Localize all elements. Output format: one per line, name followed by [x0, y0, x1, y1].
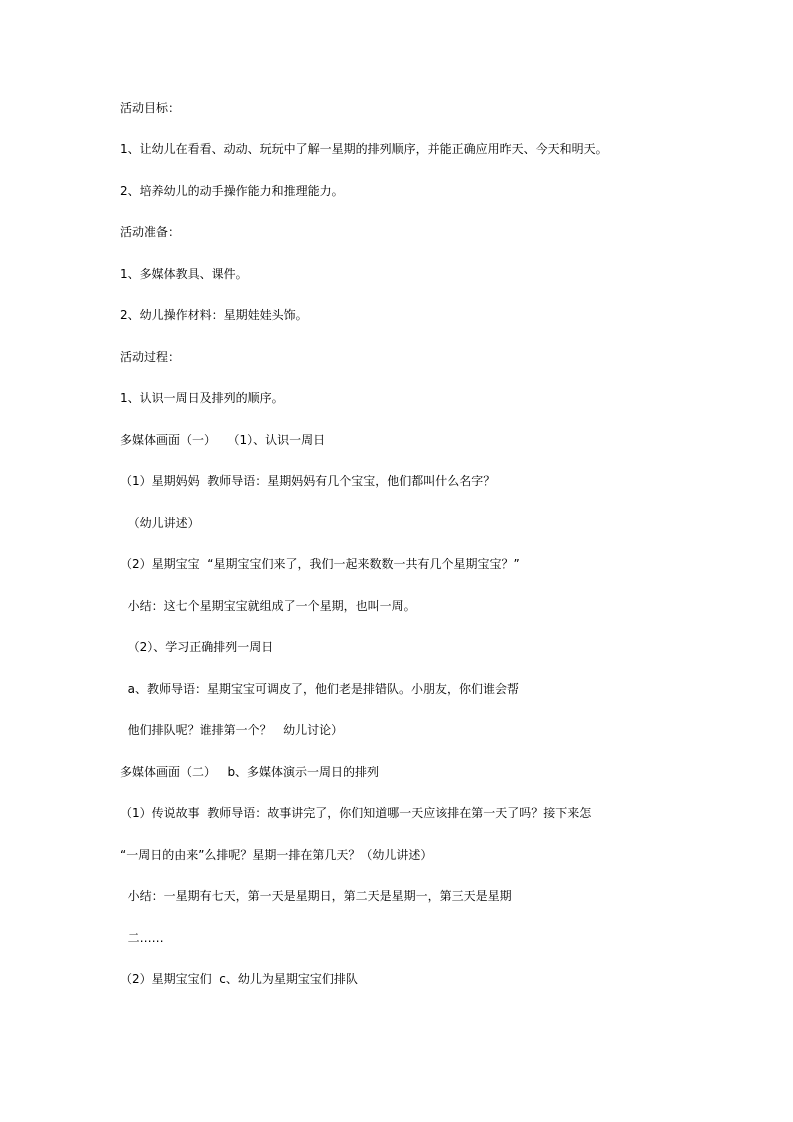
- goal-item-1: 1、让幼儿在看看、动动、玩玩中了解一星期的排列顺序，并能正确应用昨天、今天和明天。: [120, 142, 608, 156]
- summary-line: 小结：这七个星期宝宝就组成了一个星期，也叫一周。: [120, 599, 416, 613]
- body-line: “一周日的由来”么排呢？星期一排在第几天？（幼儿讲述）: [120, 848, 433, 862]
- body-line: （1）传说故事 教师导语：故事讲完了，你们知道哪一天应该排在第一天了吗？接下来怎: [120, 806, 592, 820]
- preparation-item-2: 2、幼儿操作材料：星期娃娃头饰。: [120, 308, 308, 322]
- preparation-item-1: 1、多媒体教具、课件。: [120, 267, 248, 281]
- goal-item-2: 2、培养幼儿的动手操作能力和推理能力。: [120, 184, 344, 198]
- body-line: 他们排队呢？谁排第一个？ 幼儿讨论）: [120, 723, 344, 737]
- summary-line: 小结：一星期有七天，第一天是星期日，第二天是星期一，第三天是星期: [120, 889, 512, 903]
- process-step-1: 1、认识一周日及排列的顺序。: [120, 391, 284, 405]
- body-line: （2）星期宝宝们 c、幼儿为星期宝宝们排队: [120, 972, 358, 986]
- body-line: （2）星期宝宝 “星期宝宝们来了，我们一起来数数一共有几个星期宝宝？”: [120, 557, 520, 571]
- section-heading-preparation: 活动准备：: [120, 225, 181, 239]
- multimedia-screen-1: 多媒体画面（一） （1）、认识一周日: [120, 433, 326, 447]
- body-line: （1）星期妈妈 教师导语：星期妈妈有几个宝宝，他们都叫什么名字？: [120, 474, 496, 488]
- sub-step-heading: （2）、学习正确排列一周日: [120, 640, 274, 654]
- body-line: 二……: [120, 931, 164, 945]
- section-heading-goals: 活动目标：: [120, 101, 181, 115]
- multimedia-screen-2: 多媒体画面（二） b、多媒体演示一周日的排列: [120, 765, 380, 779]
- body-line: a、教师导语：星期宝宝可调皮了，他们老是排错队。小朋友，你们谁会帮: [120, 682, 519, 696]
- section-heading-process: 活动过程：: [120, 350, 181, 364]
- body-line: （幼儿讲述）: [120, 516, 200, 530]
